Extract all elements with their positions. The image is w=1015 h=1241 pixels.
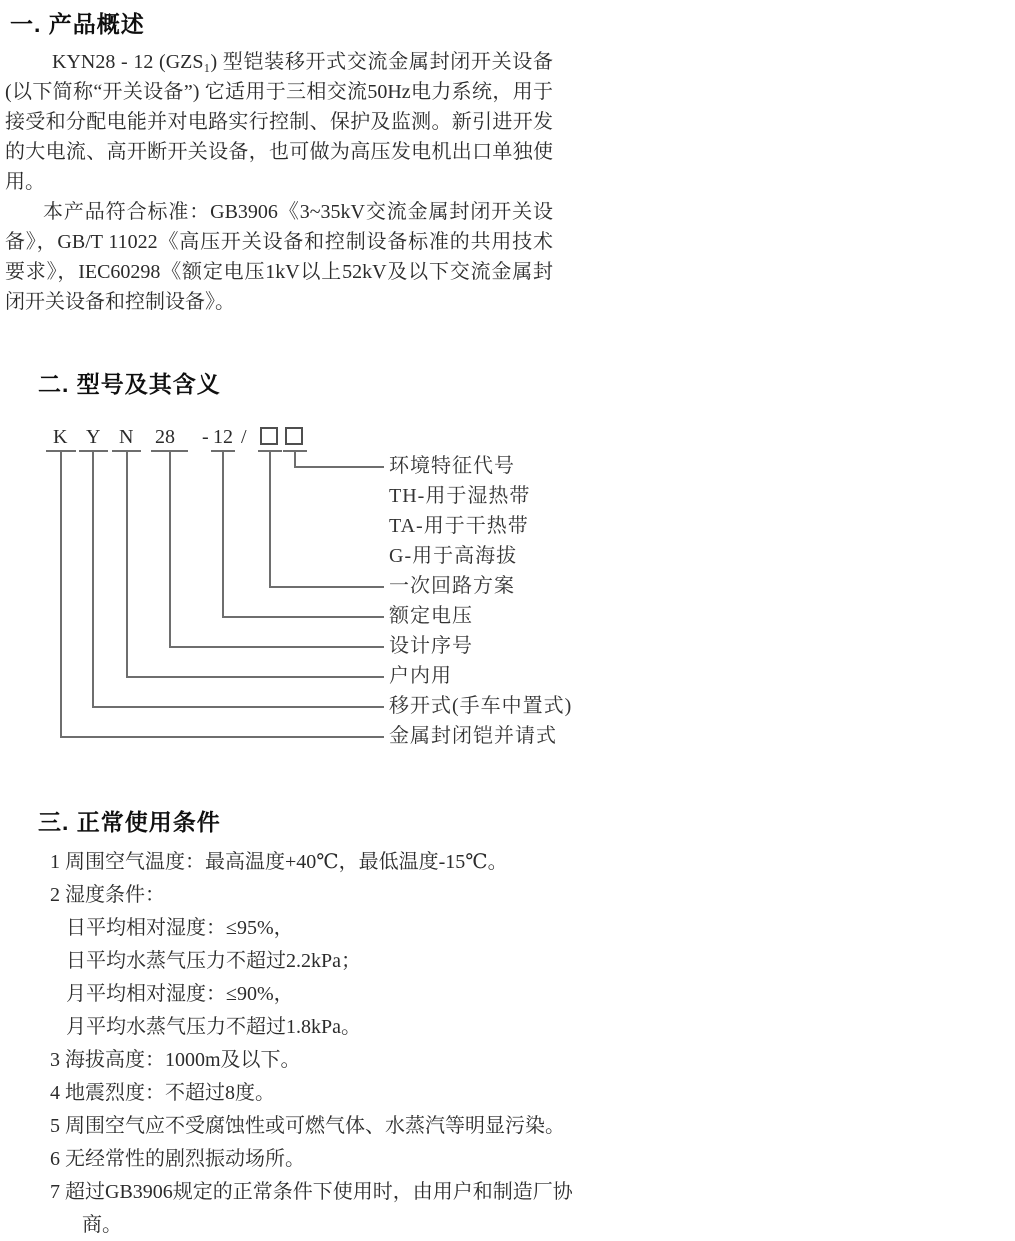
- condition-line-2c: 月平均相对湿度：≤90%，: [66, 983, 294, 1005]
- leader-vertical-12: [222, 452, 224, 618]
- diagram-label-rated-voltage: 额定电压: [389, 605, 473, 627]
- leader-horizontal-box2: [294, 466, 384, 468]
- diagram-label-indoor-use: 户内用: [389, 665, 452, 687]
- code-part-k: K: [53, 426, 68, 448]
- condition-line-7-continuation: 商。: [82, 1214, 122, 1236]
- leader-horizontal-28: [169, 646, 384, 648]
- condition-line-2a: 日平均相对湿度：≤95%，: [66, 917, 294, 939]
- leader-horizontal-box1: [269, 586, 384, 588]
- condition-line-2d: 月平均水蒸气压力不超过1.8kPa。: [66, 1016, 361, 1038]
- condition-line-5: 5 周围空气应不受腐蚀性或可燃气体、水蒸汽等明显污染。: [50, 1115, 565, 1137]
- condition-line-2: 2 湿度条件：: [50, 884, 165, 906]
- leader-horizontal-12: [222, 616, 384, 618]
- leader-vertical-28: [169, 452, 171, 648]
- condition-line-1: 1 周围空气温度：最高温度+40℃，最低温度-15℃。: [50, 851, 508, 873]
- overview-paragraph-2: 本产品符合标准：GB3906《3~35kV交流金属封闭开关设备》，GB/T 11022《高压开关设备和控制设备标准的共用技术要求》，IEC60298《额定电压1kV以上52kV及以下交流金属封闭开关设备和控制设备》。: [5, 201, 553, 313]
- section-1-heading: 一. 产品概述: [10, 11, 145, 37]
- model-code-diagram: [0, 420, 700, 770]
- section-2-heading: 二. 型号及其含义: [38, 371, 221, 397]
- diagram-label-ta: TA-用于干热带: [389, 515, 529, 537]
- leader-horizontal-y: [92, 706, 384, 708]
- code-part-28: 28: [155, 426, 175, 448]
- condition-line-7: 7 超过GB3906规定的正常条件下使用时，由用户和制造厂协: [50, 1181, 573, 1203]
- condition-line-3: 3 海拔高度：1000m及以下。: [50, 1049, 301, 1071]
- code-part-slash: /: [241, 426, 247, 448]
- diagram-label-design-serial: 设计序号: [389, 635, 473, 657]
- code-part-hyphen: -: [202, 426, 209, 448]
- leader-vertical-n: [126, 452, 128, 678]
- leader-horizontal-n: [126, 676, 384, 678]
- condition-line-2b: 日平均水蒸气压力不超过2.2kPa；: [66, 950, 361, 972]
- placeholder-box-environment: [285, 427, 303, 445]
- diagram-label-th: TH-用于湿热带: [389, 485, 531, 507]
- leader-horizontal-k: [60, 736, 384, 738]
- leader-vertical-y: [92, 452, 94, 708]
- section-3-heading: 三. 正常使用条件: [38, 809, 221, 835]
- diagram-label-primary-scheme: 一次回路方案: [389, 575, 515, 597]
- diagram-label-metal-enclosed: 金属封闭铠并请式: [389, 725, 557, 747]
- code-part-n: N: [119, 426, 134, 448]
- condition-line-6: 6 无经常性的剧烈振动场所。: [50, 1148, 305, 1170]
- leader-vertical-k: [60, 452, 62, 738]
- normal-use-conditions-list: [50, 846, 590, 1241]
- condition-line-4: 4 地震烈度：不超过8度。: [50, 1082, 275, 1104]
- leader-vertical-box1: [269, 452, 271, 588]
- code-part-12: 12: [213, 426, 233, 448]
- diagram-label-environment-code: 环境特征代号: [389, 455, 515, 477]
- placeholder-box-scheme: [260, 427, 278, 445]
- code-part-y: Y: [86, 426, 101, 448]
- diagram-label-withdrawable: 移开式(手车中置式): [389, 695, 573, 717]
- overview-paragraph-1: KYN28 - 12 (GZS₁) 型铠装移开式交流金属封闭开关设备(以下简称“开关设备”) 它适用于三相交流50Hz电力系统，用于接受和分配电能并对电路实行控制、保护及监测。新引进开发的大电流、高开断开关设备，也可做为高压发电机出口单独使用。: [5, 51, 553, 193]
- diagram-label-g: G-用于高海拔: [389, 545, 518, 567]
